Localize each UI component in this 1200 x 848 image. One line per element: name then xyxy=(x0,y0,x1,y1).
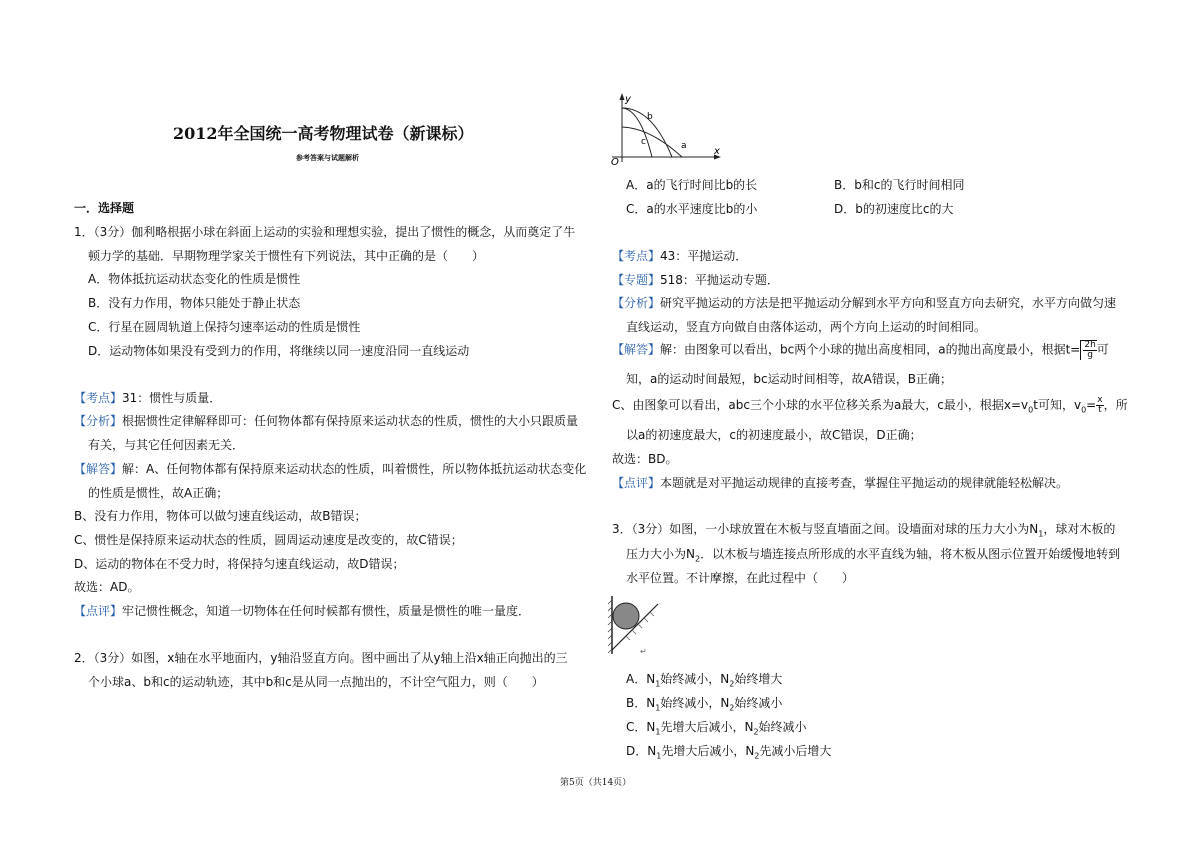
q3-option-a xyxy=(626,670,782,688)
page-number-footer: 第5页（共14页） xyxy=(560,778,632,788)
q2-zhuanti xyxy=(612,271,779,288)
q2-dianping-tag: 【点评】 xyxy=(612,476,661,490)
trajectory-a xyxy=(622,127,682,157)
projectile-trajectory-figure xyxy=(608,90,726,166)
q2-kaodian xyxy=(612,247,747,264)
subscript: 2 xyxy=(729,679,735,689)
q1-fenxi-tag: 【分析】 xyxy=(74,414,123,428)
q1-jieda xyxy=(74,460,586,477)
q1-fenxi xyxy=(74,412,578,429)
q1-stem-line-2: 顿力学的基础．早期物理学家关于惯性有下列说法，其中正确的是（ ） xyxy=(88,249,485,263)
q3-stem-line-1-end: ，球对木板的 xyxy=(1043,522,1116,536)
page-title: 2012年全国统一高考物理试卷（新课标） xyxy=(173,124,474,143)
option-text: 先减小后增大 xyxy=(759,744,832,758)
q3-stem-line-3: 水平位置。不计摩擦，在此过程中（ ） xyxy=(626,571,855,585)
q1-dianping xyxy=(74,602,530,619)
subscript: 0 xyxy=(1081,405,1087,415)
subscript: 1 xyxy=(1038,529,1044,539)
fraction-numerator: x xyxy=(1097,395,1103,405)
subscript: 2 xyxy=(729,703,735,713)
fraction-2h-over-g xyxy=(1083,341,1096,360)
subscript: 2 xyxy=(694,554,701,564)
q3-option-d xyxy=(626,742,831,760)
q2-dianping xyxy=(612,474,1068,491)
origin-label: O xyxy=(611,157,619,166)
section-heading: 一．选择题 xyxy=(74,201,135,215)
sqrt-symbol xyxy=(1080,340,1096,360)
option-text: B．N xyxy=(626,696,656,710)
y-axis-label: y xyxy=(625,94,631,105)
subscript: 2 xyxy=(754,751,760,761)
subscript: 1 xyxy=(655,703,661,713)
subscript: 0 xyxy=(1028,405,1034,415)
q1-jieda-line-1: 解：A、任何物体都有保持原来运动状态的性质，叫着惯性，所以物体抵抗运动状态变化 xyxy=(122,462,587,476)
label-a: a xyxy=(681,141,687,151)
q1-dianping-tag: 【点评】 xyxy=(74,604,123,618)
q3-stem-line-2 xyxy=(626,545,1120,563)
ball-board-wall-figure xyxy=(604,590,674,660)
q3-option-b xyxy=(626,694,782,712)
q2-option-b: B．b和c的飞行时间相同 xyxy=(834,178,965,192)
q2-option-a: A．a的飞行时间比b的长 xyxy=(626,178,758,192)
option-text: 始终减小，N xyxy=(660,696,730,710)
q2-dianping-text: 本题就是对平抛运动规律的直接考查，掌握住平抛运动的规律就能轻松解决。 xyxy=(660,476,1069,490)
fraction-denominator: g xyxy=(1087,350,1093,360)
q2-jieda-line-1: 解：由图象可以看出，bc两个小球的抛出高度相同，a的抛出高度最小，根据t= xyxy=(660,342,1081,357)
q2-jieda xyxy=(612,340,1109,360)
option-text: 始终减小 xyxy=(734,696,783,710)
q1-jieda-tag: 【解答】 xyxy=(74,462,123,476)
return-mark-icon: ↵ xyxy=(640,647,647,656)
q3-stem-line-2-text: 压力大小为N xyxy=(626,547,695,561)
ball xyxy=(613,603,639,629)
option-text: 先增大后减小，N xyxy=(661,744,755,758)
q2-kaodian-text: 43：平抛运动． xyxy=(660,249,748,263)
equals-sign: = xyxy=(1086,398,1097,412)
x-axis-label: x xyxy=(714,146,720,157)
q1-option-b: B．没有力作用，物体只能处于静止状态 xyxy=(88,296,301,310)
q1-fenxi-line-2: 有关，与其它任何因素无关． xyxy=(88,438,245,452)
q1-kaodian-text: 31：惯性与质量． xyxy=(122,391,222,405)
q2-jieda-line-3-mid: t可知，v xyxy=(1033,398,1082,412)
q3-stem-line-2-end: ．以木板与墙连接点所形成的水平直线为轴，将木板从图示位置开始缓慢地转到 xyxy=(700,547,1121,561)
q1-option-c: C．行星在圆周轨道上保持匀速率运动的性质是惯性 xyxy=(88,320,361,334)
q1-answer: 故选：AD。 xyxy=(74,580,140,594)
subscript: 1 xyxy=(655,727,661,737)
q2-kaodian-tag: 【考点】 xyxy=(612,249,661,263)
q2-answer: 故选：BD。 xyxy=(612,452,678,466)
q1-kaodian-tag: 【考点】 xyxy=(74,391,123,405)
q1-jieda-line-3: B、没有力作用，物体可以做匀速直线运动，故B错误； xyxy=(74,509,367,523)
label-c: c xyxy=(641,137,646,147)
fraction-x-over-t xyxy=(1096,396,1103,415)
subscript: 2 xyxy=(753,727,759,737)
q2-jieda-line-3 xyxy=(612,396,1128,415)
option-text: 始终减小 xyxy=(758,720,807,734)
q1-stem-line-1: 1．（3分）伽利略根据小球在斜面上运动的实验和理想实验，提出了惯性的概念，从而奠定了牛 xyxy=(74,225,576,239)
q1-option-a: A．物体抵抗运动状态变化的性质是惯性 xyxy=(88,272,301,286)
fraction-denominator: t xyxy=(1098,405,1102,415)
q1-jieda-line-5: D、运动的物体在不受力时，将保持匀速直线运动，故D错误； xyxy=(74,557,405,571)
q2-fenxi-line-2: 直线运动，竖直方向做自由落体运动，两个方向上运动的时间相同。 xyxy=(626,320,987,334)
q2-fenxi-line-1: 研究平抛运动的方法是把平抛运动分解到水平方向和竖直方向去研究，水平方向做匀速 xyxy=(660,296,1117,310)
q1-kaodian xyxy=(74,389,221,406)
q2-stem-line-1: 2．（3分）如图，x轴在水平地面内，y轴沿竖直方向。图中画出了从y轴上沿x轴正向抛出的三 xyxy=(74,651,568,665)
q2-zhuanti-text: 518：平抛运动专题． xyxy=(660,273,779,287)
subscript: 1 xyxy=(655,679,661,689)
page-subtitle: 参考答案与试题解析 xyxy=(296,154,359,162)
y-axis-arrow-icon xyxy=(620,93,625,100)
option-text: C．N xyxy=(626,720,656,734)
q2-jieda-line-1-end: 可 xyxy=(1096,342,1109,357)
q2-option-d: D．b的初速度比c的大 xyxy=(834,202,954,216)
q2-stem-line-2: 个小球a、b和c的运动轨迹，其中b和c是从同一点抛出的，不计空气阻力，则（ ） xyxy=(88,675,544,689)
q2-zhuanti-tag: 【专题】 xyxy=(612,273,661,287)
q1-option-d: D．运动物体如果没有受到力的作用，将继续以同一速度沿同一直线运动 xyxy=(88,344,470,358)
option-text: A．N xyxy=(626,672,656,686)
option-text: 始终增大 xyxy=(734,672,783,686)
subscript: 1 xyxy=(656,751,662,761)
option-text: 先增大后减小，N xyxy=(660,720,754,734)
q1-fenxi-line-1: 根据惯性定律解释即可：任何物体都有保持原来运动状态的性质，惯性的大小只跟质量 xyxy=(122,414,579,428)
q2-jieda-tag: 【解答】 xyxy=(612,342,661,357)
option-text: D．N xyxy=(626,744,657,758)
q2-jieda-line-2: 知，a的运动时间最短，bc运动时间相等，故A错误，B正确； xyxy=(626,372,953,386)
q2-fenxi-tag: 【分析】 xyxy=(612,296,661,310)
q1-dianping-text: 牢记惯性概念，知道一切物体在任何时候都有惯性，质量是惯性的唯一量度． xyxy=(122,604,531,618)
q3-stem-line-1 xyxy=(612,520,1115,538)
option-text: 始终减小，N xyxy=(660,672,730,686)
q1-jieda-line-4: C、惯性是保持原来运动状态的性质，圆周运动速度是改变的，故C错误； xyxy=(74,533,463,547)
q3-option-c xyxy=(626,718,807,736)
q2-jieda-line-4: 以a的初速度最大，c的初速度最小，故C错误，D正确； xyxy=(626,428,922,442)
q2-jieda-line-3-end: ，所 xyxy=(1103,398,1128,412)
q1-jieda-line-2: 的性质是惯性，故A正确； xyxy=(88,486,229,500)
fraction-numerator: 2h xyxy=(1084,340,1096,350)
q2-jieda-line-3-text: C、由图象可以看出，abc三个小球的水平位移关系为a最大，c最小，根据x=v xyxy=(612,398,1029,412)
q2-option-c: C．a的水平速度比b的小 xyxy=(626,202,758,216)
q3-stem-line-1-text: 3．（3分）如图，一小球放置在木板与竖直墙面之间。设墙面对球的压力大小为N xyxy=(612,522,1039,536)
label-b: b xyxy=(647,112,653,122)
q2-fenxi xyxy=(612,294,1116,311)
